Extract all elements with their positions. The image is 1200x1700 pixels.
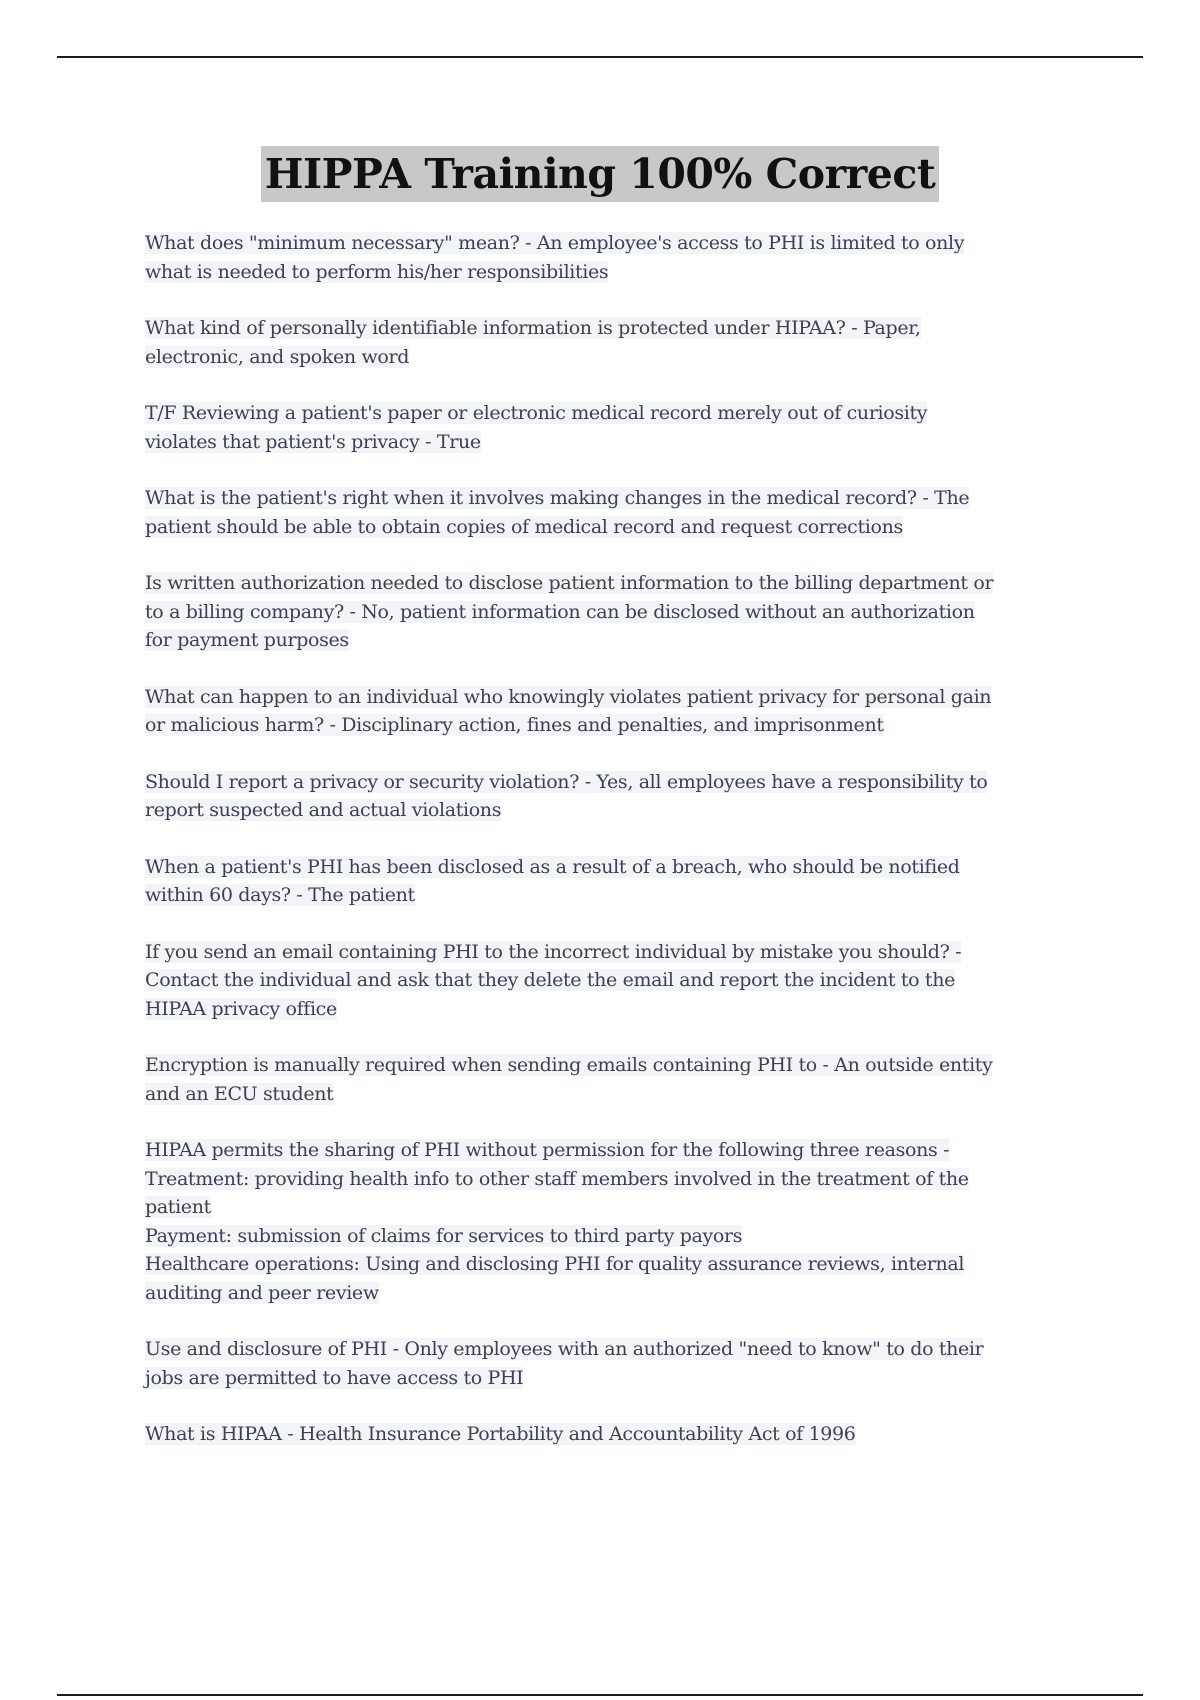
qa-line-text: What can happen to an individual who knowingly violates patient privacy for personal gain xyxy=(145,685,992,708)
qa-line xyxy=(145,1222,1095,1251)
qa-list xyxy=(145,229,1095,1477)
qa-line-text: What is the patient's right when it involves making changes in the medical record? - The xyxy=(145,487,970,509)
qa-item xyxy=(145,569,1095,655)
qa-line-text: When a patient's PHI has been disclosed as a result of a breach, who should be notified xyxy=(145,855,960,878)
qa-line-text: If you send an email containing PHI to the incorrect individual by mistake you should? - xyxy=(145,940,962,963)
qa-line xyxy=(145,598,1095,627)
qa-line xyxy=(145,1420,1095,1449)
qa-line-text: What kind of personally identifiable information is protected under HIPAA? - Paper, xyxy=(145,317,921,339)
qa-line xyxy=(145,229,1095,258)
qa-item xyxy=(145,938,1095,1024)
qa-line-text: Payment: submission of claims for services to third party payors xyxy=(145,1224,743,1247)
qa-line xyxy=(145,1193,1095,1222)
qa-line-text: and an ECU student xyxy=(145,1082,334,1105)
qa-line-text: What is HIPAA - Health Insurance Portability and Accountability Act of 1996 xyxy=(145,1423,856,1445)
qa-item xyxy=(145,683,1095,740)
qa-item xyxy=(145,229,1095,286)
qa-line-text: Should I report a privacy or security violation? - Yes, all employees have a responsibility to xyxy=(145,770,988,793)
qa-line xyxy=(145,1364,1095,1393)
qa-line-text: Encryption is manually required when sending emails containing PHI to - An outside entity xyxy=(145,1054,993,1076)
qa-line xyxy=(145,1279,1095,1308)
qa-line xyxy=(145,1051,1095,1080)
qa-line-text: electronic, and spoken word xyxy=(145,345,410,368)
qa-line-text: what is needed to perform his/her responsibilities xyxy=(145,260,609,283)
qa-line-text: or malicious harm? - Disciplinary action, fines and penalties, and imprisonment xyxy=(145,714,884,736)
qa-item xyxy=(145,484,1095,541)
qa-line xyxy=(145,626,1095,655)
qa-line xyxy=(145,768,1095,797)
qa-line xyxy=(145,711,1095,740)
qa-line-text: auditing and peer review xyxy=(145,1281,379,1304)
qa-item xyxy=(145,1335,1095,1392)
qa-line-text: to a billing company? - No, patient information can be disclosed without an authorization xyxy=(145,600,975,623)
qa-line-text: HIPAA privacy office xyxy=(145,997,337,1020)
qa-line xyxy=(145,314,1095,343)
qa-item xyxy=(145,1051,1095,1108)
qa-line-text: within 60 days? - The patient xyxy=(145,884,415,906)
qa-item xyxy=(145,1136,1095,1307)
qa-line xyxy=(145,1136,1095,1165)
qa-item xyxy=(145,853,1095,910)
qa-line xyxy=(145,428,1095,457)
qa-line xyxy=(145,569,1095,598)
qa-line xyxy=(145,853,1095,882)
qa-line-text: jobs are permitted to have access to PHI xyxy=(145,1366,524,1389)
qa-line-text: for payment purposes xyxy=(145,629,349,651)
qa-line-text: What does "minimum necessary" mean? - An employee's access to PHI is limited to only xyxy=(145,232,965,254)
qa-line-text: Use and disclosure of PHI - Only employees with an authorized "need to know" to do their xyxy=(145,1338,984,1360)
qa-line-text: Healthcare operations: Using and disclosing PHI for quality assurance reviews, internal xyxy=(145,1253,965,1275)
qa-item xyxy=(145,314,1095,371)
qa-line-text: T/F Reviewing a patient's paper or electronic medical record merely out of curiosity xyxy=(145,402,928,424)
qa-line-text: Treatment: providing health info to other staff members involved in the treatment of the xyxy=(145,1167,969,1190)
qa-line xyxy=(145,1335,1095,1364)
qa-line-text: patient xyxy=(145,1196,211,1218)
qa-line xyxy=(145,513,1095,542)
qa-line xyxy=(145,881,1095,910)
qa-line-text: patient should be able to obtain copies of medical record and request corrections xyxy=(145,515,903,538)
qa-item xyxy=(145,768,1095,825)
qa-line xyxy=(145,995,1095,1024)
qa-line xyxy=(145,796,1095,825)
qa-line xyxy=(145,399,1095,428)
qa-line-text: Is written authorization needed to disclose patient information to the billing department or xyxy=(145,572,994,594)
qa-line xyxy=(145,1165,1095,1194)
qa-line xyxy=(145,966,1095,995)
top-rule xyxy=(57,56,1143,58)
qa-line-text: violates that patient's privacy - True xyxy=(145,430,481,453)
qa-line xyxy=(145,1250,1095,1279)
qa-line xyxy=(145,484,1095,513)
document-title: HIPPA Training 100% Correct xyxy=(261,146,940,202)
qa-line-text: Contact the individual and ask that they delete the email and report the incident to the xyxy=(145,969,955,991)
qa-line xyxy=(145,683,1095,712)
qa-line xyxy=(145,1080,1095,1109)
qa-line xyxy=(145,343,1095,372)
qa-line-text: HIPAA permits the sharing of PHI without permission for the following three reasons - xyxy=(145,1139,950,1161)
qa-item xyxy=(145,399,1095,456)
qa-line xyxy=(145,938,1095,967)
qa-line xyxy=(145,258,1095,287)
qa-item xyxy=(145,1420,1095,1449)
title-container xyxy=(0,146,1200,202)
qa-line-text: report suspected and actual violations xyxy=(145,799,502,821)
bottom-rule xyxy=(57,1694,1143,1696)
